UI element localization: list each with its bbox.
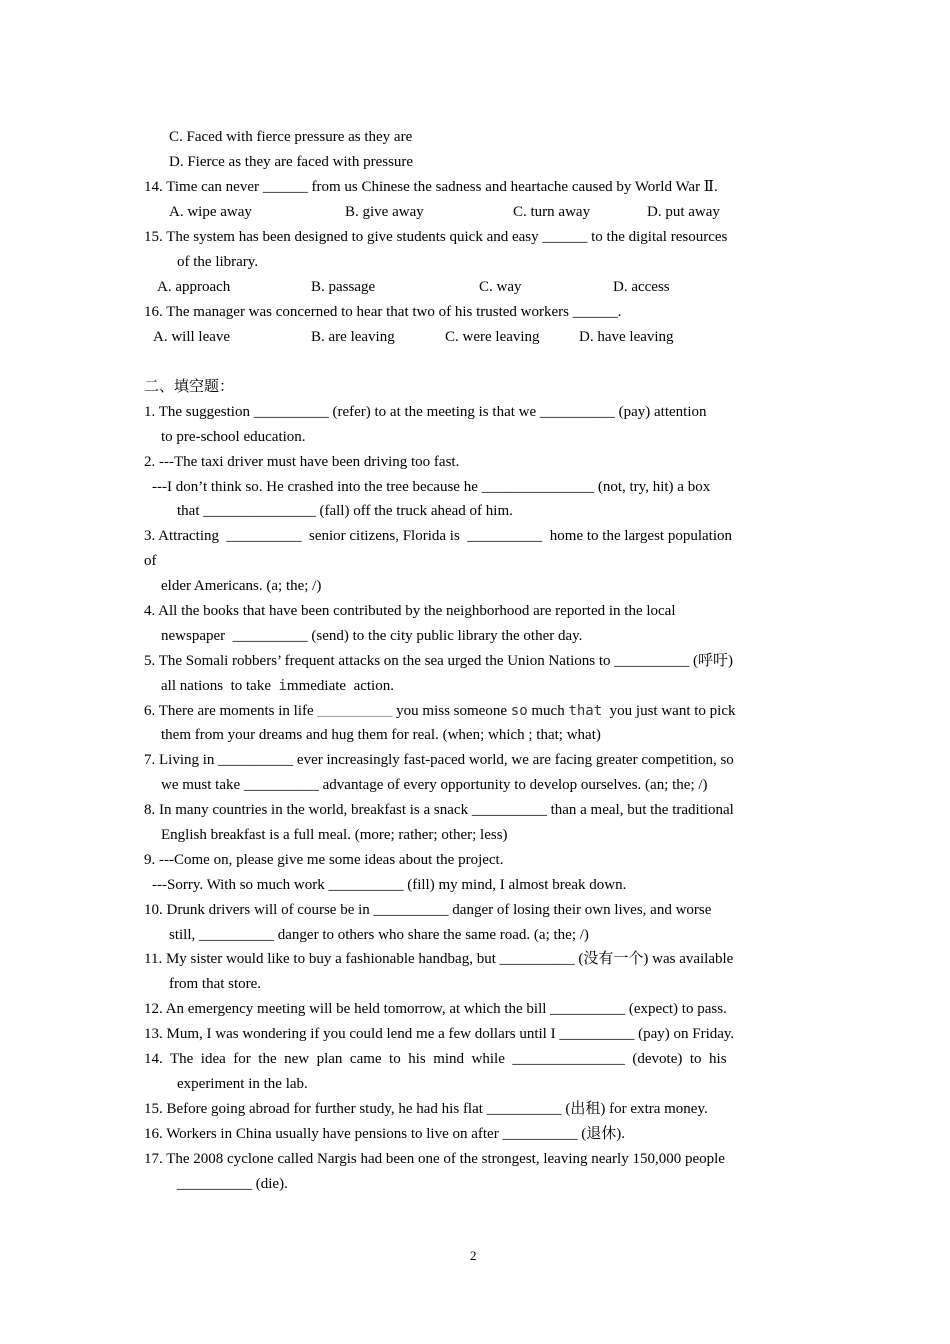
- fill-6-blank: __________: [317, 703, 393, 719]
- fill-4-cont: newspaper __________ (send) to the city public library the other day.: [161, 628, 583, 644]
- fill-15: 15. Before going abroad for further study, he had his flat __________ (出租) for extra money.: [144, 1101, 708, 1117]
- fill-3: 3. Attracting __________ senior citizens, Florida is __________ home to the largest population: [144, 528, 732, 544]
- fill-5: 5. The Somali robbers’ frequent attacks on the sea urged the Union Nations to __________ (呼吁): [144, 653, 734, 669]
- fill-14-cont: experiment in the lab.: [177, 1076, 308, 1092]
- fill-12: 12. An emergency meeting will be held tomorrow, at which the bill __________ (expect) to pass.: [144, 1001, 727, 1017]
- q13-option-d: D. Fierce as they are faced with pressure: [169, 154, 414, 170]
- fill-11-cont: from that store.: [169, 976, 262, 992]
- fill-11: 11. My sister would like to buy a fashionable handbag, but __________ (没有一个) was available: [144, 951, 734, 967]
- fill-1: 1. The suggestion __________ (refer) to at the meeting is that we __________ (pay) attention: [144, 404, 707, 420]
- fill-5-cont: [161, 677, 394, 695]
- q16-option-d: D. have leaving: [579, 329, 674, 345]
- q15-option-d: D. access: [613, 279, 670, 295]
- q16-option-c: C. were leaving: [445, 329, 540, 345]
- fill-6: [144, 702, 736, 720]
- page-number: 2: [470, 1248, 477, 1263]
- fill-17: 17. The 2008 cyclone called Nargis had been one of the strongest, leaving nearly 150,000 people: [144, 1151, 725, 1167]
- q15-option-a: A. approach: [157, 279, 231, 295]
- q15-option-b: B. passage: [311, 279, 376, 295]
- fill-8-cont: English breakfast is a full meal. (more; rather; other; less): [161, 827, 508, 843]
- q14-option-d: D. put away: [647, 204, 720, 220]
- fill-4: 4. All the books that have been contributed by the neighborhood are reported in the local: [144, 603, 676, 619]
- fill-6-d: you just want to pick: [602, 703, 736, 719]
- fill-6-cont: them from your dreams and hug them for real. (when; which ; that; what): [161, 727, 601, 743]
- fill-2-cont: that _______________ (fall) off the truck ahead of him.: [177, 503, 513, 519]
- q15-option-c: C. way: [479, 279, 522, 295]
- q14-option-b: B. give away: [345, 204, 424, 220]
- fill-8: 8. In many countries in the world, breakfast is a snack __________ than a meal, but the traditional: [144, 802, 734, 818]
- q16-option-a: A. will leave: [153, 329, 231, 345]
- fill-17-cont: __________ (die).: [177, 1176, 288, 1192]
- fill-9-reply: ---Sorry. With so much work __________ (fill) my mind, I almost break down.: [152, 877, 627, 893]
- fill-7: 7. Living in __________ ever increasingly fast-paced world, we are facing greater competition, so: [144, 752, 734, 768]
- fill-9: 9. ---Come on, please give me some ideas about the project.: [144, 852, 504, 868]
- fill-5-cont-a: all nations to take: [161, 678, 271, 694]
- q16-stem: 16. The manager was concerned to hear that two of his trusted workers ______.: [144, 304, 622, 320]
- fill-5-cont-i: i: [278, 678, 287, 694]
- q16-option-b: B. are leaving: [311, 329, 395, 345]
- fill-13: 13. Mum, I was wondering if you could lend me a few dollars until I __________ (pay) on Friday.: [144, 1026, 735, 1042]
- fill-6-that: that: [568, 703, 603, 719]
- fill-10: 10. Drunk drivers will of course be in __________ danger of losing their own lives, and worse: [144, 902, 712, 918]
- q14-option-c: C. turn away: [513, 204, 591, 220]
- fill-5-cont-b: mmediate action.: [286, 678, 394, 694]
- fill-3-cont: elder Americans. (a; the; /): [161, 578, 322, 594]
- fill-6-c: much: [527, 703, 569, 719]
- q14-option-a: A. wipe away: [169, 204, 252, 220]
- q15-stem-cont: of the library.: [177, 254, 259, 270]
- fill-6-so: so: [510, 703, 528, 719]
- fill-3-wrap: of: [144, 553, 157, 569]
- section-heading: 二、填空题：: [144, 379, 235, 395]
- fill-7-cont: we must take __________ advantage of every opportunity to develop ourselves. (an; the; /): [161, 777, 708, 793]
- fill-6-b: you miss someone: [392, 703, 511, 719]
- q15-stem: 15. The system has been designed to give students quick and easy ______ to the digital resources: [144, 229, 728, 245]
- q14-stem: 14. Time can never ______ from us Chinese the sadness and heartache caused by World War Ⅱ.: [144, 179, 718, 195]
- fill-10-cont: still, __________ danger to others who share the same road. (a; the; /): [169, 927, 589, 943]
- fill-2-reply: ---I don’t think so. He crashed into the tree because he _______________ (not, try, hit) a box: [152, 479, 711, 495]
- fill-1-cont: to pre-school education.: [161, 429, 306, 445]
- fill-16: 16. Workers in China usually have pensions to live on after __________ (退休).: [144, 1126, 625, 1142]
- fill-2: 2. ---The taxi driver must have been driving too fast.: [144, 454, 460, 470]
- fill-14: 14. The idea for the new plan came to his mind while _______________ (devote) to his: [144, 1051, 727, 1067]
- fill-6-a: 6. There are moments in life: [144, 703, 318, 719]
- q13-option-c: C. Faced with fierce pressure as they are: [169, 129, 413, 145]
